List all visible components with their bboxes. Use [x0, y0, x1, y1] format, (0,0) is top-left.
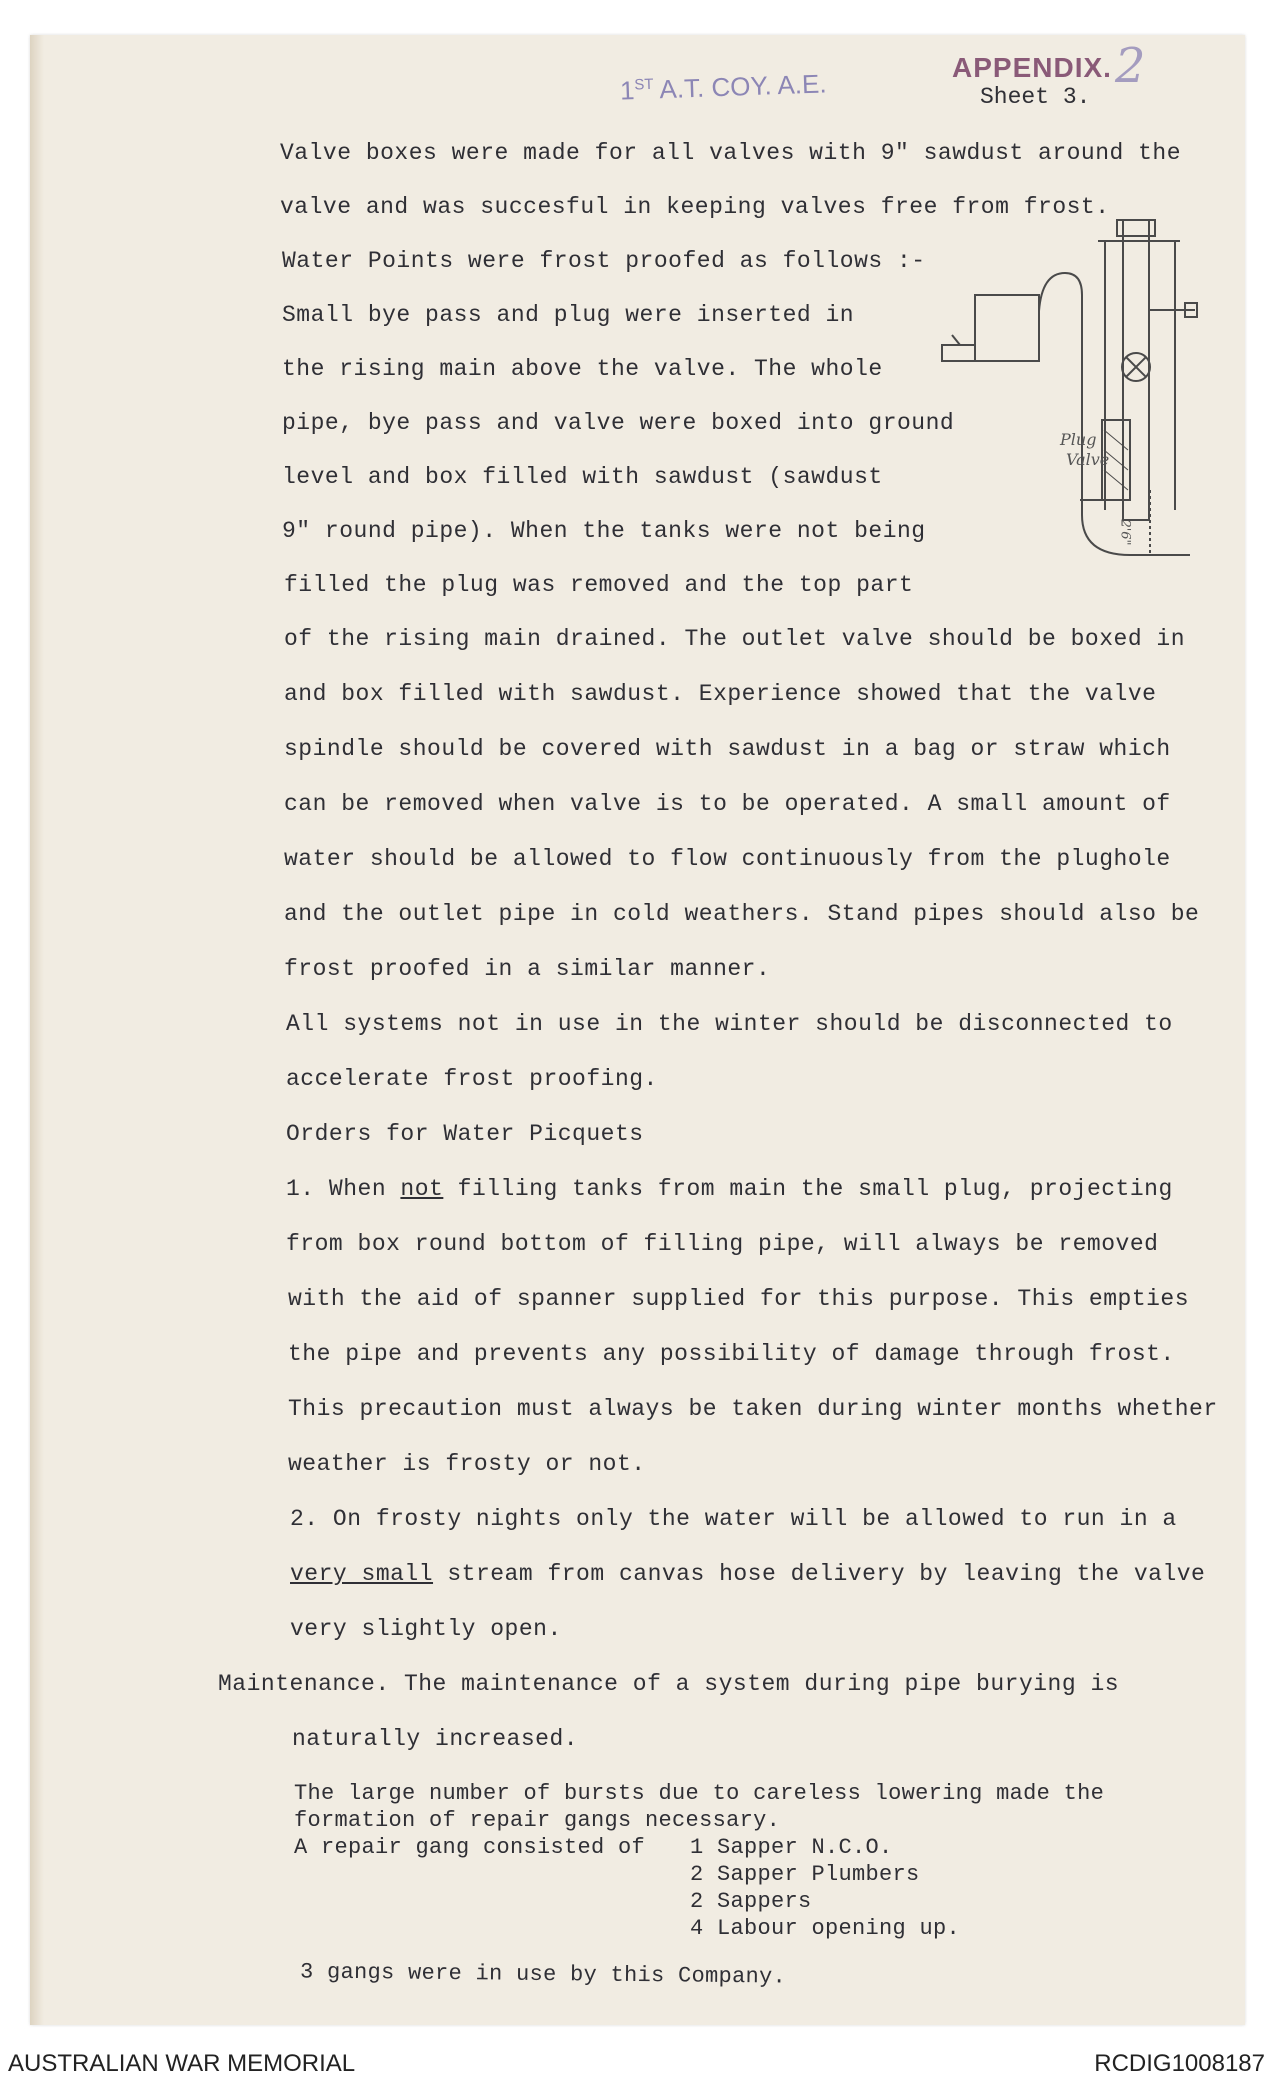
- bursts-line: formation of repair gangs necessary.: [294, 1808, 781, 1833]
- body-line: and the outlet pipe in cold weathers. Stand pipes should also be: [284, 901, 1200, 927]
- appendix-number: 2: [1115, 38, 1146, 94]
- order-1-line: This precaution must always be taken during winter months whether: [288, 1396, 1218, 1422]
- maintenance-heading: Maintenance.: [218, 1671, 390, 1697]
- body-line: water should be allowed to flow continuously from the plughole: [284, 846, 1171, 872]
- sketch-label-valve: Valve: [1066, 450, 1110, 469]
- footer-id: RCDIG1008187: [1094, 2050, 1265, 2077]
- paper-edge: [30, 35, 44, 2025]
- maintenance-line: [218, 1671, 1119, 1697]
- vertical-main: [1123, 220, 1149, 520]
- body-line: All systems not in use in the winter should be disconnected to: [286, 1011, 1173, 1037]
- order-2-line: very slightly open.: [290, 1616, 562, 1642]
- maintenance-text: The maintenance of a system during pipe burying is: [389, 1671, 1120, 1697]
- rising-main-pipe: [1039, 273, 1190, 555]
- body-line: and box filled with sawdust. Experience showed that the valve: [284, 681, 1157, 707]
- body-line: Water Points were frost proofed as follows :-: [282, 248, 926, 274]
- bursts-line: The large number of bursts due to careless lowering made the: [294, 1781, 1105, 1806]
- body-line: spindle should be covered with sawdust in a bag or straw which: [284, 736, 1171, 762]
- plug-mark: [952, 335, 960, 345]
- gang-member: 2 Sappers: [690, 1889, 812, 1914]
- body-line: pipe, bye pass and valve were boxed into ground: [282, 410, 955, 436]
- order-2-emphasis: very small: [290, 1561, 434, 1587]
- small-box: [942, 345, 975, 361]
- order-1-line: with the aid of spanner supplied for this purpose. This empties: [288, 1286, 1190, 1312]
- stamp-rest: A.T. COY. A.E.: [653, 68, 828, 105]
- order-2-line: 2. On frosty nights only the water will be allowed to run in a: [290, 1506, 1177, 1532]
- section-heading: Orders for Water Picquets: [286, 1121, 644, 1147]
- body-line: can be removed when valve is to be operated. A small amount of: [284, 791, 1171, 817]
- order-2-line: [290, 1561, 1205, 1587]
- body-line: valve and was succesful in keeping valves free from frost.: [280, 194, 1110, 220]
- appendix-label: APPENDIX.: [952, 52, 1112, 83]
- order-1-line: from box round bottom of filling pipe, will always be removed: [286, 1231, 1159, 1257]
- order-1-suffix: filling tanks from main the small plug, projecting: [443, 1176, 1173, 1202]
- body-line: Valve boxes were made for all valves with 9" sawdust around the: [280, 140, 1182, 166]
- sketch-label-plug: Plug: [1060, 430, 1097, 449]
- order-1-line: [286, 1176, 1173, 1202]
- order-1-emphasis: not: [400, 1176, 444, 1202]
- order-1-line: the pipe and prevents any possibility of damage through frost.: [288, 1341, 1175, 1367]
- gang-member: 4 Labour opening up.: [690, 1916, 961, 1941]
- body-line: filled the plug was removed and the top part: [284, 572, 914, 598]
- body-line: 9" round pipe). When the tanks were not being: [282, 518, 926, 544]
- gang-member: 1 Sapper N.C.O.: [690, 1835, 893, 1860]
- body-line: frost proofed in a similar manner.: [284, 956, 771, 982]
- water-point-sketch: [930, 215, 1220, 575]
- order-2-suffix: stream from canvas hose delivery by leaving the valve: [433, 1561, 1206, 1587]
- sketch-dimension: 2'6": [1117, 519, 1133, 546]
- order-1-prefix: 1. When: [286, 1176, 401, 1202]
- stamp-sup: ST: [634, 75, 654, 94]
- body-line: accelerate frost proofing.: [286, 1066, 658, 1092]
- gang-member: 2 Sapper Plumbers: [690, 1862, 920, 1887]
- body-line: the rising main above the valve. The whole: [282, 356, 883, 382]
- stamp-prefix: 1: [619, 75, 636, 106]
- tank-shape: [975, 295, 1039, 361]
- hatch: [1104, 470, 1128, 490]
- hatch: [1104, 430, 1128, 450]
- order-1-line: weather is frosty or not.: [288, 1451, 646, 1477]
- body-line: level and box filled with sawdust (sawdust: [282, 464, 883, 490]
- body-line: Small bye pass and plug were inserted in: [282, 302, 855, 328]
- footer-source: AUSTRALIAN WAR MEMORIAL: [8, 2050, 356, 2077]
- sheet-number: Sheet 3.: [980, 84, 1091, 110]
- gangs-in-use: 3 gangs were in use by this Company.: [299, 1959, 787, 1990]
- gang-intro: A repair gang consisted of: [294, 1835, 646, 1860]
- body-line: of the rising main drained. The outlet valve should be boxed in: [284, 626, 1186, 652]
- maintenance-line: naturally increased.: [292, 1726, 579, 1752]
